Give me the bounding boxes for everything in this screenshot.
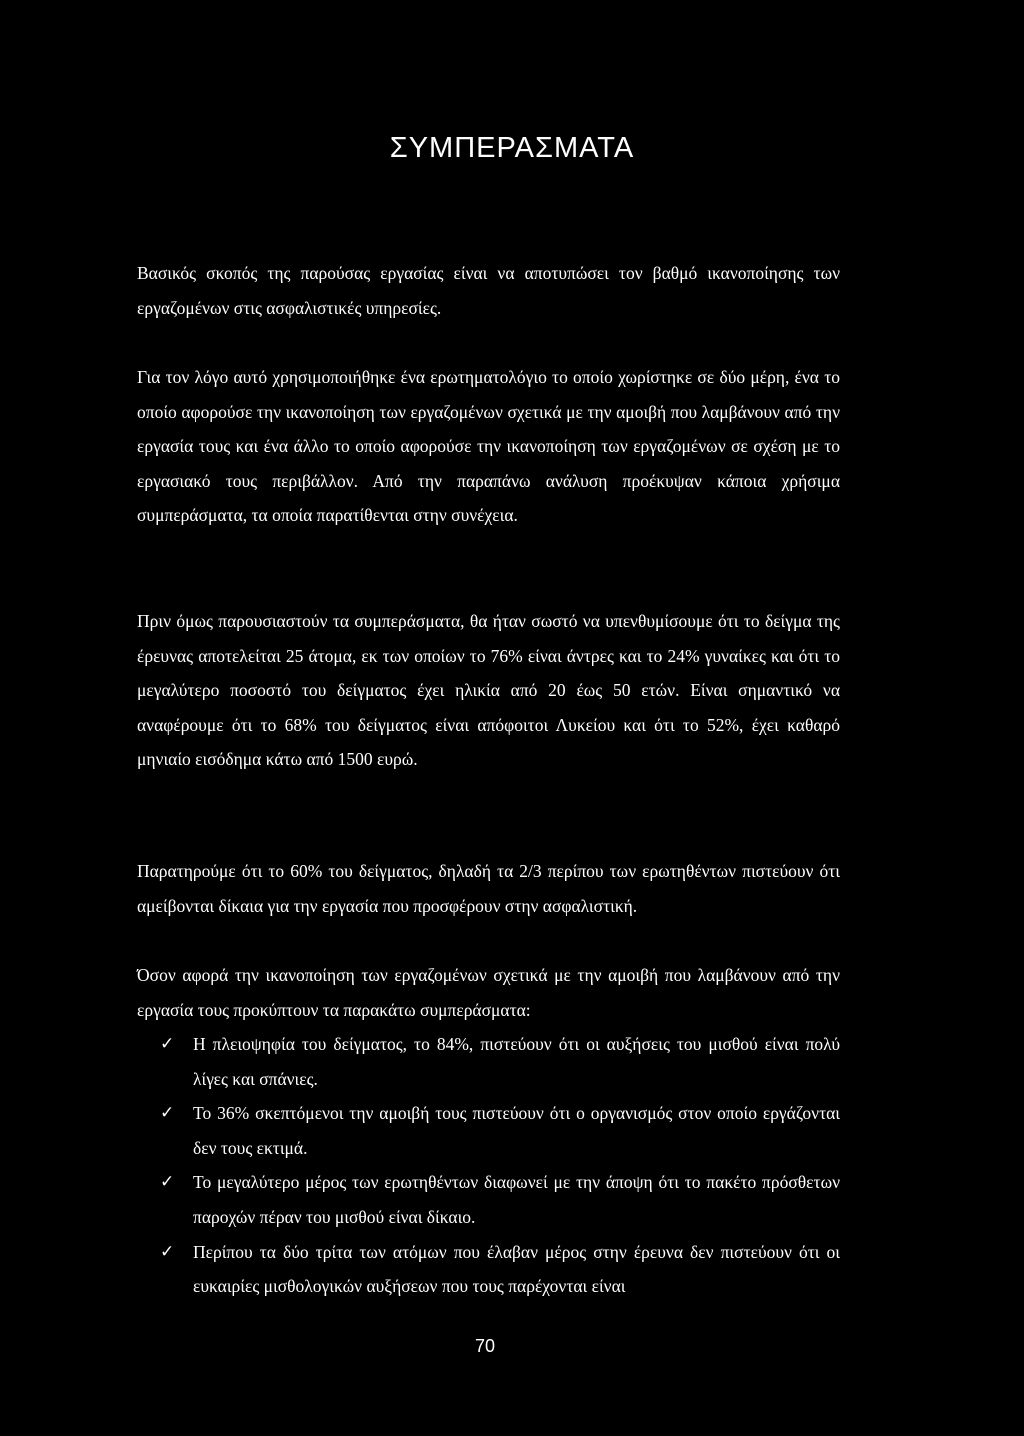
paragraph-purpose: Βασικός σκοπός της παρούσας εργασίας είναι να αποτυπώσει τον βαθμό ικανοποίησης των εργαζομένων στις ασφαλιστικές υπηρεσίες. (137, 263, 840, 318)
list-item-text: Η πλειοψηφία του δείγματος, το 84%, πιστεύουν ότι οι αυξήσεις του μισθού είναι πολύ λίγες και σπάνιες. (193, 1034, 840, 1089)
list-item-text: Το μεγαλύτερο μέρος των ερωτηθέντων διαφωνεί με την άποψη ότι το πακέτο πρόσθετων παροχών πέραν του μισθού είναι δίκαιο. (193, 1172, 840, 1227)
list-item (160, 1235, 840, 1304)
list-item-text: Το 36% σκεπτόμενοι την αμοιβή τους πιστεύουν ότι ο οργανισμός στον οποίο εργάζονται δεν τους εκτιμά. (193, 1103, 840, 1158)
paragraph-fair-pay: Παρατηρούμε ότι το 60% του δείγματος, δηλαδή τα 2/3 περίπου των ερωτηθέντων πιστεύουν ότι αμείβονται δίκαια για την εργασία που προσφέρουν στην ασφαλιστική. (137, 861, 840, 916)
page-title: ΣΥΜΠΕΡΑΣΜΑΤΑ (389, 132, 635, 164)
checkmark-icon: ✓ (160, 1034, 175, 1054)
list-item (160, 1096, 840, 1165)
list-item-text: Περίπου τα δύο τρίτα των ατόμων που έλαβαν μέρος στην έρευνα δεν πιστεύουν ότι οι ευκαιρίες μισθολογικών αυξήσεων που τους παρέχονται είναι (193, 1241, 840, 1297)
checkmark-icon: ✓ (160, 1103, 175, 1124)
checkmark-icon: ✓ (160, 1241, 175, 1262)
page-number: 70 (474, 1336, 496, 1356)
paragraph-method: Για τον λόγο αυτό χρησιμοποιήθηκε ένα ερωτηματολόγιο το οποίο χωρίστηκε σε δύο μέρη, ένα το οποίο αφορούσε την ικανοποίηση των εργαζομένων σχετικά με την αμοιβή που λαμβάνουν από την εργασία τους και ένα άλλο το οποίο αφορούσε την ικανοποίηση των εργαζομένων σε σχέση με το εργασιακό τους περιβάλλον. Από την παραπάνω ανάλυση προέκυψαν κάποια χρήσιμα συμπεράσματα, τα οποία παρατίθενται στην συνέχεια. (137, 367, 840, 526)
list-item (160, 1165, 840, 1234)
conclusions-list (160, 1027, 840, 1304)
checkmark-icon: ✓ (160, 1172, 175, 1193)
paragraph-conclusions-intro: Όσον αφορά την ικανοποίηση των εργαζομένων σχετικά με την αμοιβή που λαμβάνουν από την εργασία τους προκύπτουν τα παρακάτω συμπεράσματα: (137, 965, 840, 1020)
paragraph-sample: Πριν όμως παρουσιαστούν τα συμπεράσματα, θα ήταν σωστό να υπενθυμίσουμε ότι το δείγμα της έρευνας αποτελείται 25 άτομα, εκ των οποίων το 76% είναι άντρες και το 24% γυναίκες και ότι το μεγαλύτερο ποσοστό του δείγματος έχει ηλικία από 20 έως 50 ετών. Είναι σημαντικό να αναφέρουμε ότι το 68% του δείγματος είναι απόφοιτοι Λυκείου και ότι το 52%, έχει καθαρό μηνιαίο εισόδημα κάτω από 1500 ευρώ. (137, 611, 840, 770)
list-item (160, 1027, 840, 1096)
